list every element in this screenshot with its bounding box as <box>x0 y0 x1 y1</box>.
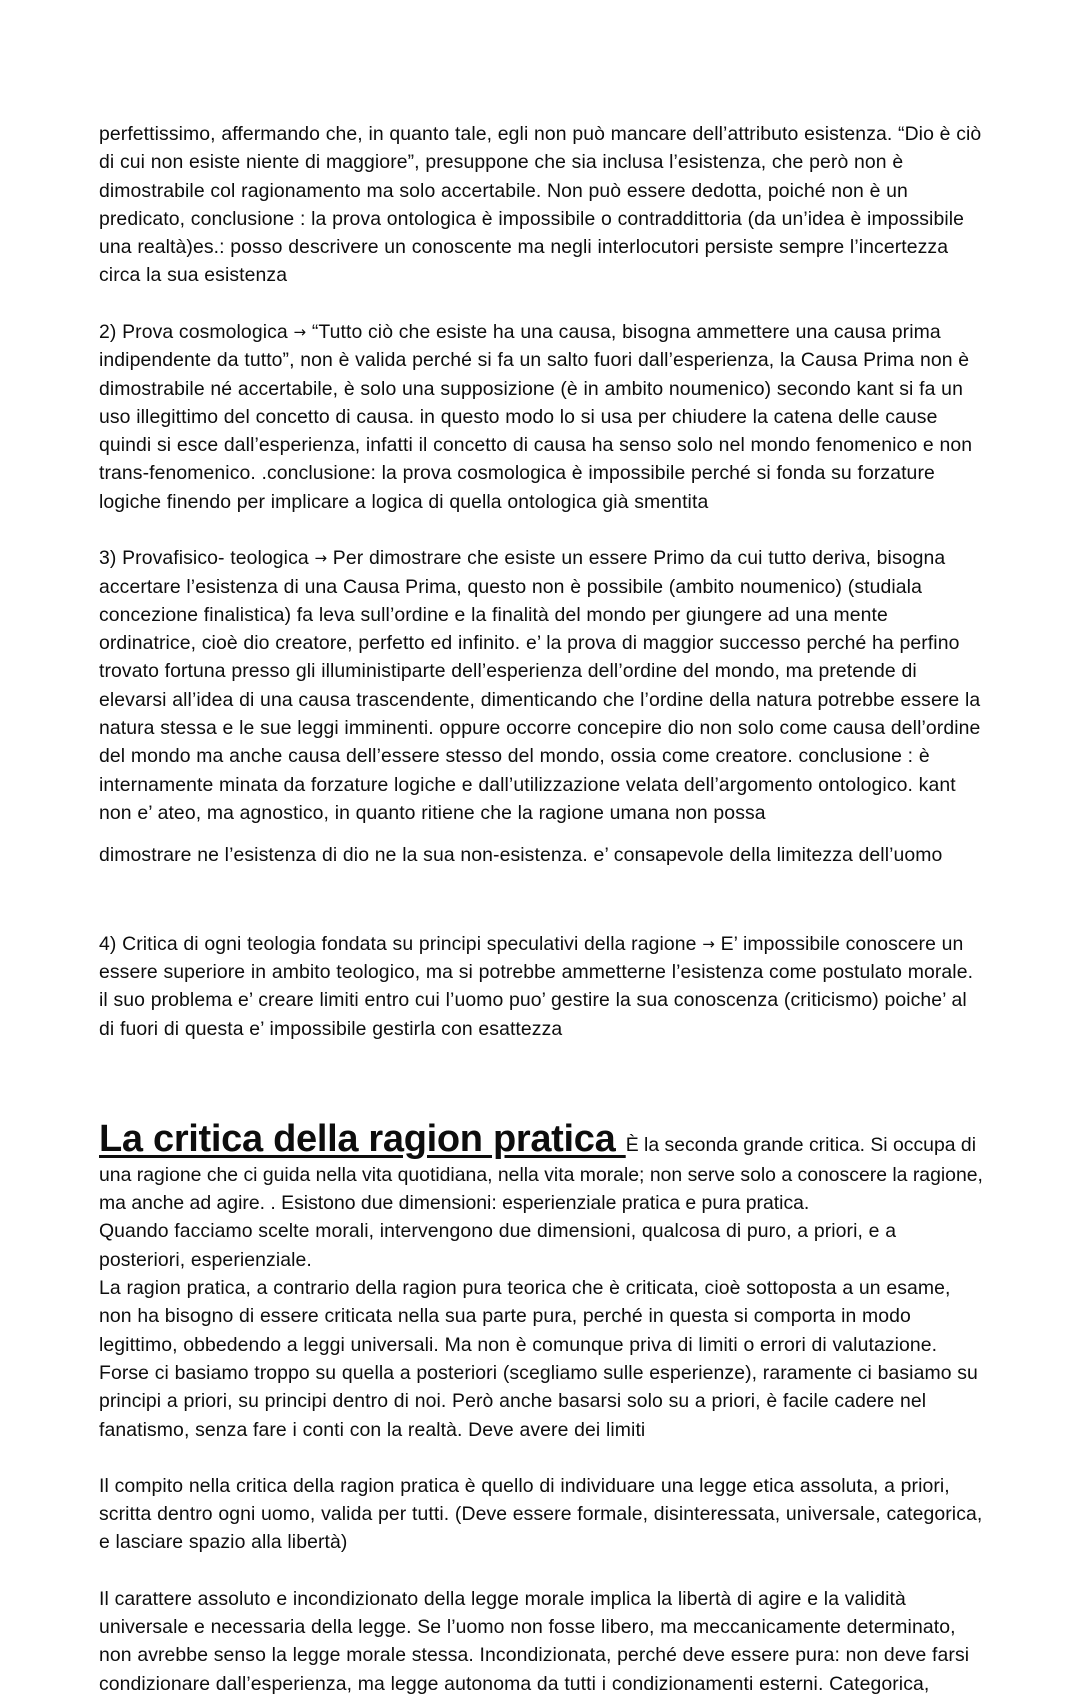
paragraph-4-lead: 4) Critica di ogni teologia fondata su principi speculativi della ragione <box>99 932 697 955</box>
paragraph-practical-reason: La ragion pratica, a contrario della ragion pura teorica che è criticata, cioè sottoposta a un esame, non ha bisogno di essere criticata nella sua parte pura, perché in questa si comporta in modo legittimo, obbedendo a leggi universali. Ma non è comunque priva di limiti o errori di valutazione. Forse ci basiamo troppo su quella a posteriori (scegliamo sulle esperienze), raramente ci basiamo su principi a priori, su principi dentro di noi. Però anche basarsi solo su a priori, è facile cadere nel fanatismo, senza fare i conti con la realtà. Deve avere dei limiti <box>99 1277 978 1441</box>
line-spacer <box>99 827 986 841</box>
right-arrow-icon: → <box>314 549 328 568</box>
paragraph-ethical-law-task: Il compito nella critica della ragion pratica è quello di individuare una legge etica assoluta, a priori, scritta dentro ogni uomo, valida per tutti. (Deve essere formale, disinteressata, universale, categorica, e lasciare spazio alla libertà) <box>99 1474 983 1554</box>
document-body <box>99 120 986 1698</box>
paragraph-spacer <box>99 290 986 318</box>
section-intro-text: È la seconda grande critica. Si occupa di una ragione che ci guida nella vita quotidiana, nella vita morale; non serve solo a conoscere la ragione, ma anche ad agire. . Esistono due dimensioni: esperienziale pratica e pura pratica. <box>99 1133 983 1215</box>
paragraph-moral-law-character: Il carattere assoluto e incondizionato della legge morale implica la libertà di agire e la validità universale e necessaria della legge. Se l’uomo non fosse libero, ma meccanicamente determinato, non avrebbe senso la legge morale stessa. Incondizionata, perché deve essere pura: non deve farsi condizionare dall’esperienza, ma legge autonoma da tutti i condizionamenti esterni. Categorica, <box>99 1587 970 1695</box>
right-arrow-icon: → <box>293 322 307 341</box>
paragraph-spacer <box>99 1557 986 1585</box>
paragraph-critique-of-theology <box>99 930 986 1043</box>
paragraph-3-text: Per dimostrare che esiste un essere Primo da cui tutto deriva, bisogna accertare l’esistenza di una Causa Prima, questo non è possibile (ambito noumenico) (studiala concezione finalistica) fa leva sull’ordine e la finalità del mondo per giungere ad una mente ordinatrice, cioè dio creatore, perfetto ed infinito. e’ la prova di maggior successo perché ha perfino trovato fortuna presso gli illuministiparte dell’esperienza dell’ordine del mondo, ma pretende di elevarsi all’idea di una causa trascendente, dimenticando che l’ordine della natura potrebbe essere la natura stessa e le sue leggi imminenti. oppure occorre concepire dio non solo come causa dell’ordine del mondo ma anche causa dell’essere stesso del mondo, ossia come creatore. conclusione : è internamente minata da forzature logiche e dall’utilizzazione velata dell’argomento ontologico. kant non e’ ateo, ma agnostico, in quanto ritiene che la ragione umana non possa <box>99 547 981 824</box>
paragraph-ontological-proof: perfettissimo, affermando che, in quanto tale, egli non può mancare dell’attributo esistenza. “Dio è ciò di cui non esiste niente di maggiore”, presuppone che sia inclusa l’esistenza, che però non è dimostrabile col ragionamento ma solo accertabile. Non può essere dedotta, poiché non è un predicato, conclusione : la prova ontologica è impossibile o contraddittoria (da un’idea è impossibile una realtà)es.: posso descrivere un conoscente ma negli interlocutori persiste sempre l’incertezza circa la sua esistenza <box>99 123 982 287</box>
paragraph-physico-theological-proof <box>99 544 986 827</box>
section-spacer <box>99 870 986 930</box>
paragraph-two-dimensions: Quando facciamo scelte morali, intervengono due dimensioni, qualcosa di puro, a priori, e a posteriori, esperienziale. <box>99 1220 897 1271</box>
paragraph-2-text: “Tutto ciò che esiste ha una causa, bisogna ammettere una causa prima indipendente da tutto”, non è valida perché si fa un salto fuori dall’esperienza, la Causa Prima non è dimostrabile né accertabile, è solo una supposizione (è in ambito noumenico) secondo kant si fa un uso illegittimo del concetto di causa. in questo modo lo si usa per chiudere la catena delle cause quindi si esce dall’esperienza, infatti il concetto di causa ha senso solo nel mondo fenomenico e non trans-fenomenico. .conclusione: la prova cosmologica è impossibile perché si fonda su forzature logiche finendo per implicare a logica di quella ontologica già smentita <box>99 320 973 513</box>
page-title: La critica della ragion pratica <box>99 1117 626 1160</box>
heading-spacer <box>99 1043 986 1117</box>
paragraph-2-lead: 2) Prova cosmologica <box>99 320 288 343</box>
paragraph-3-lead: 3) Provafisico- teologica <box>99 547 309 570</box>
paragraph-3-tail: dimostrare ne l’esistenza di dio ne la sua non-esistenza. e’ consapevole della limitezza dell’uomo <box>99 844 943 867</box>
right-arrow-icon: → <box>702 934 715 953</box>
paragraph-spacer <box>99 516 986 544</box>
paragraph-cosmological-proof <box>99 318 986 516</box>
section-heading-block <box>99 1117 986 1218</box>
paragraph-spacer <box>99 1444 986 1472</box>
paragraph-4-text: E’ impossibile conoscere un essere superiore in ambito teologico, ma si potrebbe ammetterne l’esistenza come postulato morale. il suo problema e’ creare limiti entro cui l’uomo puo’ gestire la sua conoscenza (criticismo) poiche’ al di fuori di questa e’ impossibile gestirla con esattezza <box>99 932 974 1040</box>
